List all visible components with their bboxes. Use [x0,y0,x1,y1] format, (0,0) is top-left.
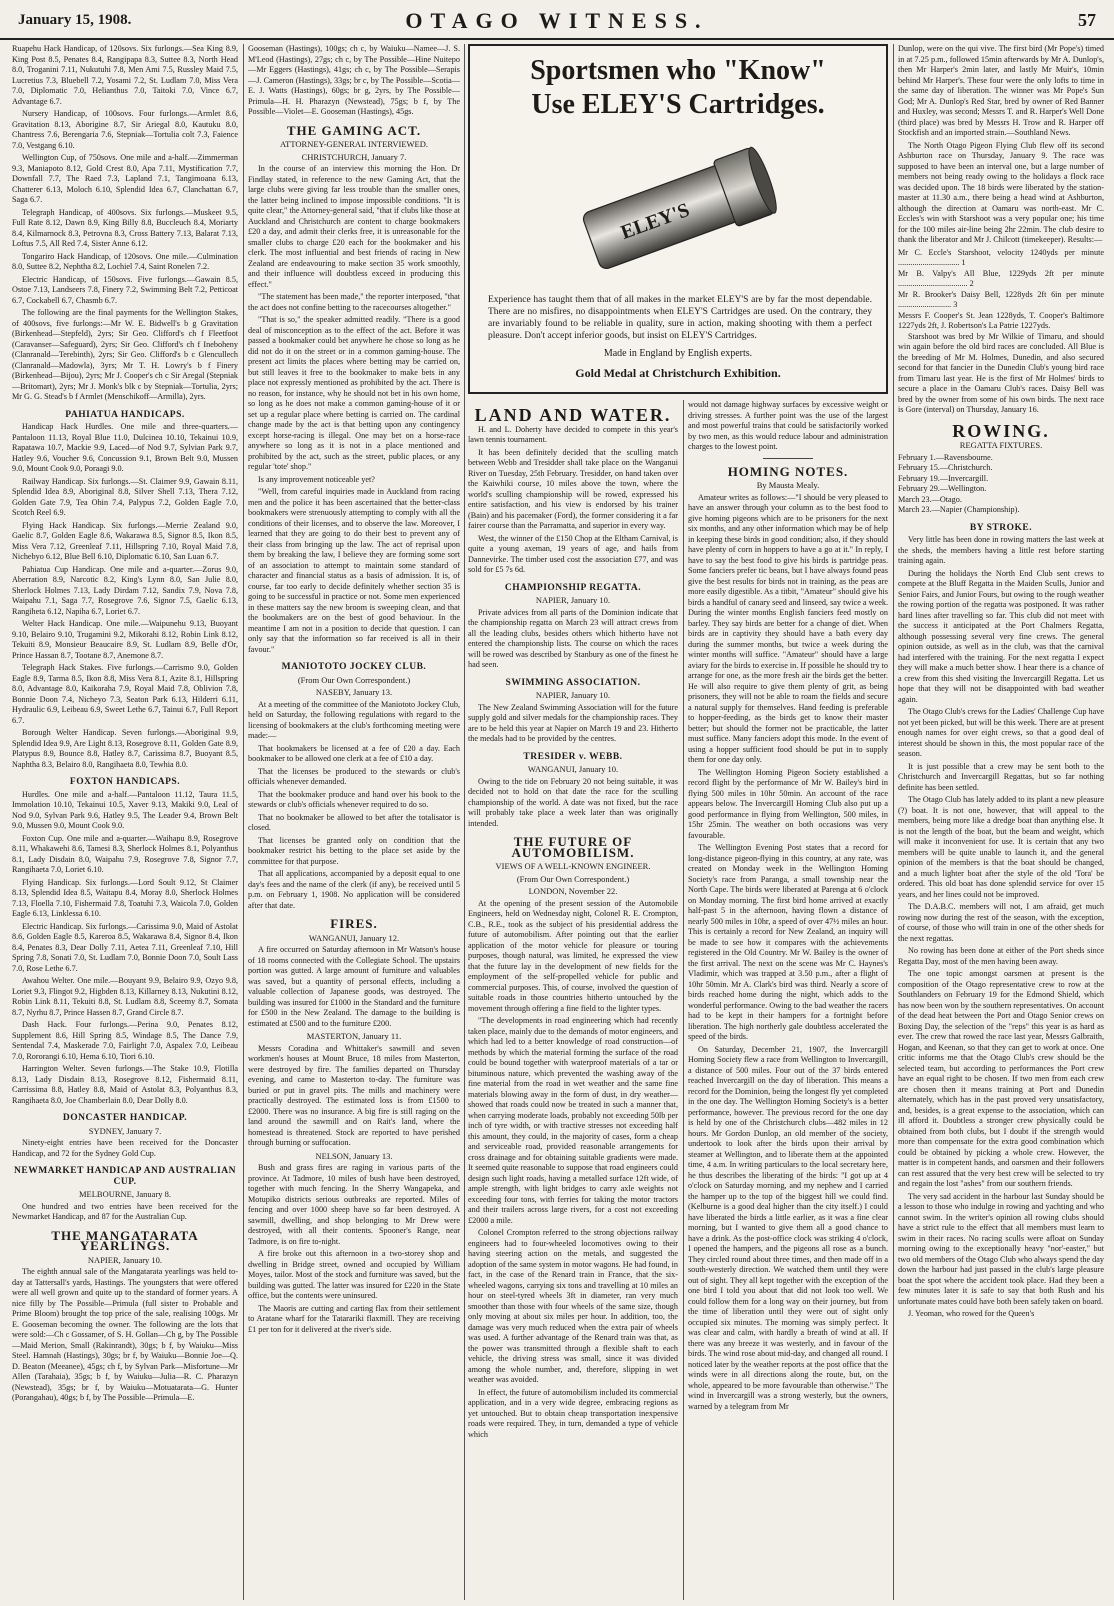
column-rule [243,44,244,1600]
issue-date: January 15, 1908. [18,12,132,28]
race-entry: Ruapehu Hack Handicap, of 120sovs. Six furlongs.—Sea King 8.9, King Post 8.5, Penates 8.4, Rangipapa 8.3, Suttee 8.3, North Head 8.0, Troganini 7.11, Nukutuhi 7.8, Men Ami 7.5, Russley Maid 7.5, Lucretius 7.3, Bluebell 7.2, Yosami 7.2, St. Ludlam 7.0, Miss Vera 7.0, Diplomatic 7.0, Helianthus 7.0, Taitoki 7.0, Vince 6.7, Advantage 6.7. [12,44,238,106]
dateline: SYDNEY, January 7. [88,1125,162,1136]
dateline: NAPIER, January 10. [535,690,611,700]
list-item: Mr C. Eccle's Starshoot, velocity 1240yds per minute .............................. 1 [898,247,1104,267]
article-paragraph: The North Otago Pigeon Flying Club flew off its second Ashburton race on Thursday, January 9. The race was supposed to have been an interval one, but a large number of members not being ready owing to the holidays a flock race was decided upon. The 18 birds were liberated by the station-master at 11.30 a.m., there being a head wind at Ashburton, although the direction at Oamaru was north-east. Mr C. Eccles's win with Starshoot was a very popular one; his time for the 100 miles air-line being 2hr 22min. The club desire to thank the liberator and Mr J. Chilcott (timekeeper). Results:— [898,140,1104,244]
list-item: March 23.—Otago. [898,494,962,504]
dateline: NASEBY, January 13. [315,687,393,697]
dateline: WANGANUI, January 12. [308,932,400,943]
race-entry: Nursery Handicap, of 100sovs. Four furlongs.—Armlet 8.6, Gravitation 8.13, Aborigine 8.7, Sir Ariegal 8.0, Kautuku 8.0, Chantress 7.6, Berengaria 7.6, Stepniak—Tortulia colt 7.3, Faience 7.0, Vestgang 6.10. [12,109,238,150]
section-heading: ROWING. [952,420,1050,441]
dateline: MASTERTON, January 11. [306,1031,402,1041]
article-paragraph: Ninety-eight entries have been received for the Doncaster Handicap, and 72 for the Sydney Gold Cup. [12,1138,238,1158]
section-heading: FOXTON HANDICAPS. [69,777,181,787]
article-paragraph: Messrs Coradina and Whittaker's sawmill and seven workmen's houses at Mount Bruce, 18 miles from Masterton, were destroyed by fire. The families departed on Thursday evening, and came to Masterton to-day. The furniture was buried or put in gravel pits. The mills and machinery were practically destroyed. The estimated loss is from £1500 to £2000. There was no insurance. A big fire is still raging on the land around the sawmill and on Rait's land, where the homestead is threatened. Stock are reported to have perished through burning or suffocation. [248,1043,460,1147]
article-paragraph: Colonel Crompton referred to the strong objections railway engineers had to four-wheeled locomotives owing to their having steering action on the metals, and suggested the adoption of the same system in motor wagons. He had found, in fact, in the case of the Renard train in France, that the six-wheeled wagons, carrying six tons and travelling at 10 miles an hour on steel-tyred wheels 3ft in diameter, ran very much smoother than those with four wheels of the same size, though only moving at about six miles per hour. In addition, too, the damage was very much reduced when the extra pair of wheels was used. A further advantage of the Renard train was that, as the power was transmitted through a flexible shaft to each vehicle, the driving stress was small, since it was divided among the whole number, and, therefore, slipping in wet weather was avoided. [468,1228,678,1384]
article-paragraph: Dunlop, were on the qui vive. The first bird (Mr Pope's) timed in at 7.25 p.m., followed 15min afterwards by Mr A. Dunlop's, then Mr Harper's 2min later, and lastly Mr Muir's, 10min behind Mr Harper's. These four were the only lofts to time in the same day of liberation. The winner was Mr Pope's Sun God; Mr A. Dunlop's Red Star, bred by owner of Red Banner and Huxley, was second; Messrs T. and R. Harper's Well Done (third place) was bred by Messrs H. Trow and R. Harper off Stockfish and an imported strain.—Southland News. [898,44,1104,137]
dateline: NAPIER, January 10. [87,1254,163,1265]
race-entry: Flying Handicap. Six furlongs.—Lord Soult 9.12, St Claimer 8.13, Splendid Idea 8.5, Waitapu 8.4, Moray 8.0, Sherlock Holmes 7.13, Floella 7.10, Fishermaid 7.8, Toatuhi 7.3, Waicola 7.0, Golden Eagle 6.13, Linklessa 6.10. [12,877,238,918]
section-heading: MANIOTOTO JOCKEY CLUB. [281,662,427,672]
ad-made-in: Made in England by English experts. [603,348,753,359]
article-paragraph: A fire occurred on Saturday afternoon in Mr Watson's house of 18 rooms connected with the Collegiate School. The upstairs portion was gutted. A large amount of furniture and valuables was saved, but a quantity of personal effects, including a valuable collection of Japanese goods, was destroyed. The building was insured for £1000 in the Standard and the furniture for £500 in the New Zealand. The damage to the building is estimated at £500 and to the furniture £200. [248,945,460,1028]
section-heading: NEWMARKET HANDICAP AND AUSTRALIAN CUP. [14,1166,236,1187]
byline: By Mausta Mealy. [756,480,820,490]
section-heading: DONCASTER HANDICAP. [62,1113,188,1123]
race-entry: Wellington Cup, of 750sovs. One mile and a-half.—Zimmerman 9.3, Maniapoto 8.12, Gold Crest 8.0, Apa 7.11, Mystification 7.7, Downfall 7.7, The Raed 7.3, Lapland 7.1, Tangimoana 6.13, Chatterer 6.13, Moloch 6.10, Splendid Idea 6.7, Clanchattan 6.7, Saga 6.7. [12,153,238,204]
dateline: CHRISTCHURCH, January 7. [301,151,407,162]
article-paragraph: That no bookmaker be allowed to bet after the totalisator is closed. [248,812,460,832]
article-paragraph: The Otago Club's crews for the Ladies' Challenge Cup have not yet been picked, but will be this week. There are at present enough names for over eight crews, so that a good deal of interest should be shown in this, the most popular race of the season. [898,707,1104,758]
section-heading: THE MANGATARATA YEARLINGS. [51,1227,199,1253]
article-paragraph: The D.A.B.C. members will not, I am afraid, get much rowing now during the rest of the season, with the exception, of course, of those who will train in one of the other sheds for the next regattas. [898,902,1104,943]
article-paragraph: "That is so," the speaker admitted readily. "There is a good deal of misconception as to the effect of the act. Before it was passed a bookmaker could bet anywhere he chose so long as he did not do it on the street or in a common gaming-house. The present act limits the places where betting may be carried on, but still leaves it free to the bookmaker to make bets in any place not expressly mentioned as prohibited by the act. There is no reason, for instance, why he should not bet in his own home, so long as he does not make a common gaming-house of it or set up a regular place where betting is carried on. The cardinal change made by the act is that betting upon any contingency except horse-racing is illegal. One may bet on a horse-race anywhere so long as it is not in a place mentioned and prohibited by the act, such as the street, public places, or any regular 'tote' shop." [248,315,460,471]
subheading: (From Our Own Correspondent.) [516,873,630,884]
cartridge-illustration-icon [558,136,798,286]
article-paragraph: In the course of an interview this morning the Hon. Dr Findlay stated, in reference to the new Gaming Act, that the large clubs were giving far less trouble than the smaller ones, the latter being inclined to impose impossible conditions. "It is quite clear," the Attorney-general said, "that if clubs like those at Auckland and Christchurch are content to charge bookmakers £20 a day, and admit their clerks free, it is unreasonable for the smaller clubs to charge £20 each for the bookmaker and his clerk. The most influential and best friends of racing in New Zealand are endeavouring to make section 35 work smoothly, and their influence will doubtless exceed in producing this effect." [248,164,460,289]
section-heading: SWIMMING ASSOCIATION. [505,677,641,688]
article-paragraph: The one topic amongst oarsmen at present is the composition of the Otago representative crew to row at the Southlanders on February 19 for the Edmond Shield, which has now been won by the southern representatives. On account of the dead heat between the Port and Otago Senior crews on Boxing Day, the selection of the "reps" this year is as hard as ever. The crew that rowed the race last year, Messrs Galbraith, Hogan, and Keenan, so that they can get to work at once. One critic informs me that the Otago Club's crew should be the selected team, but according to performances the Port crew have an equal right to be chosen. If two men from each crew are chosen then it means training at Port and Dunedin alternately, which has in the past proved very unsatisfactory, and, besides, is a great expense to the association, which can ill afford it. Doubtless a stronger crew physically could be obtained from both clubs, but I doubt if the strength would more than compensate for the extra good combination which could be obtained by picking a whole crew. However, the matter is in competent hands, and oarsmen and their followers can rest assured that the very best crew will be selected to try and regain the lost "ashes" from our southern friends. [898,969,1104,1188]
race-entry: Flying Hack Handicap. Six furlongs.—Merrie Zealand 9.0, Gaelic 8.7, Golden Eagle 8.6, Wakarawa 8.5, Signor 8.5, Ikon 8.5, Miss Vera 7.12, Greenleaf 7.11, Hillspring 7.10, Royal Maid 7.8, Nichebyo 6.12, Blue Bell 6.10, Diplomatic 6.10, San Luan 6.7. [12,520,238,561]
race-entry: Telegraph Handicap, of 400sovs. Six furlongs.—Muskeet 9.5, Full Rate 8.12, Dawn 8.9, King Billy 8.8, Buccleuch 8.4, Moriarty 8.4, Kilmarnock 8.3, Petrovna 8.3, Cross Battery 7.13, Balarat 7.13, Loftus 7.5, All Red 7.4, Sister Anne 6.12. [12,207,238,248]
race-entry: Telegraph Hack Stakes. Five furlongs.—Carrismo 9.0, Golden Eagle 8.9, Tarma 8.5, Ikon 8.8, Miss Vera 8.1, Azite 8.1, Hillspring 8.0, Advantage 8.0, Kaikoraha 7.9, Royal Maid 7.8, Oblivion 7.8, Bonnie Doon 7.4, Nicheyo 7.3, Seaton Park 6.13, Hilderri 6.11, Hydraulic 6.9, Leibeau 6.9, Sweet Lethe 6.7, Tainui 6.7, Full Report 6.7. [12,663,238,725]
column-5 [898,44,1104,1600]
list-item: February 29.—Wellington. [898,484,987,493]
article-paragraph: No rowing has been done at either of the Port sheds since Regatta Day, most of the men having been away. [898,946,1104,966]
article-paragraph: In effect, the future of automobilism included its commercial application, and in a very wide degree, embracing regions as yet untouched. But to obtain cheap transportation inexpensive roads were required. They, in turn, demanded a type of vehicle which [468,1387,678,1439]
column-1 [12,44,238,1600]
article-paragraph: Bush and grass fires are raging in various parts of the province. At Tadmore, 10 miles of bush have been destroyed, together with much fencing. In the Sherry Wangapeka, and Motupiko districts serious outbreaks are reported. Miles of fencing and over 1000 sheep have so far been destroyed. A sawmill, dwelling, and shop belonging to Mr Drew were destroyed, with all their contents. Spooner's Range, near Tadmore, is on fire to-night. [248,1163,460,1246]
list-item: Mr B. Valpy's All Blue, 1229yds 2ft per minute .................................. 2 [898,268,1104,288]
race-entry: Foxton Cup. One mile and a-quarter.—Waihapu 8.9, Rosegrove 8.11, Whakawehi 8.6, Tamesi 8.3, Sherlock Holmes 8.1, Polyanthus 8.1, Lady Disdain 8.0, Waipahu 7.9, Rosegrove 7.8, Signor 7.7, Rangihaeta 7.0, Loriet 6.10. [12,833,238,874]
subheading: REGATTA FIXTURES. [959,440,1043,450]
subheading: VIEWS OF A WELL-KNOWN ENGINEER. [495,861,651,871]
list-item: Mr R. Brooker's Daisy Bell, 1228yds 2ft 6in per minute .......................... 3 [898,289,1104,309]
ad-headline [470,54,886,122]
column-2 [248,44,460,1600]
column-rule [893,44,894,1600]
article-paragraph: Amateur writes as follows:—"I should be very pleased to have an answer through your column as to the best food to give homing pigeons which are to be prisoners for the next six months, and any other information which may be of help in keeping these birds in good condition; also, if they should have plenty of corn in hoppers to have a go at it." In reply, I have to say the best food to give his birds is partridge peas. Some fanciers prefer tic beans, but I have always found peas give the best results for birds not in training, as the peas are more easily digestible. As a titbit, "Amateur" should give his birds a handful of canary seed and linseed, say twice a week. During the winter months English fanciers feed mostly on barley. They say birds are better for a change of diet. When birds are in captivity they should have a bath every day during the summer months, but twice a week during the winter months will suffice. "Amateur" should have a large aviary for the birds to exercise in. If possible he should try to arrange for one, as the more fresh air the birds get the better. He will also require to give them plenty of grit, as being prisoners, they will not be able to roam the fields and secure a natural supply for themselves. Hand feeding is preferable to hopper-feeding, as the birds get to know their master better; but should the former not be practicable, the latter must suffice. Many fanciers adopt this mode. In the event of using a hopper sufficient food should be put in to supply them for one day only. [688,492,888,764]
article-paragraph: On Saturday, December 21, 1907, the Invercargill Homing Society flew a race from Wellington to Invercargill, a distance of 500 miles. Four out of the 37 birds entered reached Invercargill on the day of liberation. This means a record for the Dominion, being the longest fly yet completed in the one day. The Wellington Homing Society's is a better performance, however. The previous record for the one day is held by one of the Christchurch clubs—482 miles in 12 hours. Mr Gordon Dunlop, an old member of the society, undertook to look after the birds upon their arrival by steamer at Wellington, and to liberate them at the appointed time, 4 a.m. In writing particulars to the local secretary here, he thus describes the liberating of the birds: "I got up at 4 o'clock on Saturday morning, and my nephew and I carried the hamper up to the top of the biggest hill we could find. (Kelburne is a good deal higher than the city itself.) I could have liberated the birds a little earlier, as it was a fine clear morning, but I wanted to give them all a good chance to have a drink. As the post-office clock was striking 4 o'clock, I opened the hampers, and the pigeons all rose as a bunch. They circled round about three times, and then made off in a south-westerly direction. We watched them until they were out of sight. They all kept together with the exception of the one bird I told you about that did not look too well. We could follow them for a long way on their journey, but from the time of liberation until they were out of sight only occupied six minutes. The morning was simply perfect. It was clear and calm, with hardly a breath of wind at all. If there was any breeze it was westerly, and in favour of the birds. The wind rose about mid-day, and changed all round. I noticed later by the weather reports at the post office that the winds were in all directions along the route, but, on the whole, appeared to be more favourable than otherwise." The wind in Invercargill was a strong westerly, but the owners, warned by a telegram from Mr [688,1044,888,1411]
subheading: (From Our Own Correspondent.) [297,674,411,685]
section-heading: THE FUTURE OF AUTOMOBILISM. [511,834,635,860]
article-paragraph: "The statement has been made," the reporter interposed, "that the act does not confine betting to the racecourses altogether." [248,292,460,312]
dateline: NAPIER, January 10. [535,595,611,605]
article-paragraph: Private advices from all parts of the Dominion indicate that the championship regatta on March 23 will attract crews from all the leading clubs, besides others which hitherto have not entered the championship lists. The course on which the races will be rowed was described by Stanbury as one of the finest he had seen. [468,607,678,669]
dateline: MELBOURNE, January 8. [78,1189,172,1199]
column-3 [468,400,678,1600]
list-item: February 19.—Invercargill. [898,473,989,483]
article-paragraph: The Otago Club has lately added to its plant a new pleasure (?) boat. It is not one, however, that will appeal to the members, being more like a dredge boat than anything else. It is not the length of the boat, but the beam and weight, which will make it inconvenient for use. It is certain that any two members will be quite unable to launch it, and the general opinion of the members is that the boat should be changed, and a much lighter boat after the style of the old 'Tora' be ordered. This old boat has done splendid service for over 15 years, and her lines could not be improved. [898,795,1104,899]
dateline: NELSON, January 13. [315,1150,393,1161]
article-paragraph: West, the winner of the £150 Chop at the Eltham Carnival, is quite a young axeman, 19 years of age, and hails from Dannevirke. The timber used cost the association £77, and was sold for £5 7s 6d. [468,533,678,574]
dateline: WANGANUI, January 10. [527,764,619,774]
list-item: March 23.—Napier (Championship). [898,505,1020,514]
ad-medal: Gold Medal at Christchurch Exhibition. [575,366,781,380]
article-paragraph: That the licenses be produced to the stewards or club's officials whenever demanded. [248,766,460,786]
article-paragraph: At the opening of the present session of the Automobile Engineers, held on Wednesday night, Colonel R. E. Crompton, C.B., R.E., took as the subject of his presidential address the future of automobilism. After pointing out that the earlier application of the motor vehicle for pleasure or touring purposes, though natural, was limited, he expressed the view that the future lay in the development of new fields for the employment of the self-propelled vehicle for public and commercial purposes. This, of course, involved the question of suitable roads in those countries hitherto untouched by the movement through offering a fine field to the lighter types. [468,898,678,1013]
article-paragraph: "The developments in road engineering which had recently taken place, mainly due to the demands of motor engineers, and which had led to a better knowledge of road construction—of methods by which the material forming the surface of the road could be bound together with waterproof materials of a tar or bituminous nature, which prevented the washing away of the fine material from the road in wet weather and the same fine materials blowing away in the form of dust, in dry weather—showed that roads could now be treated in such a manner that, when carrying moderate loads, probably not exceeding 50lb per inch of tyre width, or with tractive stresses not exceeding half this amount, they could, in the majority of cases, form a cheap and serviceable road, provided reasonable arrangements for cross drainage and for obtaining suitable gradients were made. It seemed quite reasonable to suppose that road engineers could design such light roads, having a metalled surface 12ft wide, of ample strength, with light bridges to carry axle weights not exceeding four tons, with ferries for taking the motor tractors and their trailers across large rivers, for a cost not exceeding £2000 a mile. [468,1016,678,1225]
list-item: February 1.—Ravensbourne. [898,452,993,462]
race-entry: Electric Handicap. Six furlongs.—Carissima 9.0, Maid of Astolat 8.6, Golden Eagle 8.5, Kareroa 8.5, Wakarawa 8.4, Signor 8.4, Ikon 8.4, Penates 8.3, Dear Dolly 7.11, Aetea 7.11, Greenleaf 7.10, Hill Spring 7.8, Sonati 7.0, St. Ludlam 7.0, Bonnie Doon 7.0, Soult Lass 7.0, Rose Lethe 6.7. [12,921,238,973]
ad-body-text: Experience has taught them that of all makes in the market ELEY'S are by far the most dependable. There are no misfires, no disappointments when ELEY'S Cartridges are used. On the contrary, they are invariably found to be reliable in quality, sure in action, making shooting with them a perfect pleasure. Don't accept inferior goods, but insist on ELEY'S Cartridges. [488,295,872,341]
race-entry: Railway Handicap. Six furlongs.—St. Claimer 9.9, Gawain 8.11, Splendid Idea 8.9, Aboriginal 8.8, Silver Shell 7.13, Thera 7.12, Golden Gate 7.9, Tea Ohin 7.4, Palypus 7.2, Golden Eagle 7.0, Scotch Reel 6.9. [12,476,238,517]
article-paragraph: Gooseman (Hastings), 100gs; ch c, by Waiuku—Namee—J. S. M'Leod (Hastings), 27gs; ch c, by The Possible—Hine Nuitepo—Mr Eggers (Hastings), 41gs; ch c, by The Possible—Serapis—J. Cameron (Hastings), 33gs; br c, by The Possible—Scotia—E. J. Watts (Hastings), 60gs; br g, 2yrs, by The Possible—Primula—H. H. Pharazyn (Newstead), 75gs; b f, by The Possible—Violet—E. Gooseman (Hastings), 45gs. [248,44,460,116]
section-heading: CHAMPIONSHIP REGATTA. [504,582,642,593]
column-4 [688,400,888,1600]
article-paragraph: H. and L. Doherty have decided to compete in this year's lawn tennis tournament. [468,424,678,444]
list-item: February 15.—Christchurch. [898,463,993,472]
race-entry: Electric Handicap, of 150sovs. Five furlongs.—Gawain 8.5, Ostoe 7.13, Landseers 7.8, Finery 7.2, Swimming Belt 7.2, Petticoat 6.7, Cockabell 6.7, Chasmb 6.7. [12,274,238,305]
section-heading: PAHIATUA HANDICAPS. [65,409,185,420]
results-list [898,248,1104,332]
cartridge-label: ELEY'S [617,198,693,244]
race-entry: Tongariro Hack Handicap, of 120sovs. One mile.—Culmination 8.0, Suttee 8.2, Nephtha 8.2, Lochiel 7.4, Saint Ronelen 7.2. [12,251,238,271]
list-item: Messrs F. Cooper's St. Jean 1228yds, T. Cooper's Baltimore 1227yds 2ft, J. Robertson's La Patrie 1227yds. [898,310,1104,330]
race-entry: Harrington Welter. Seven furlongs.—The Stake 10.9, Flotilla 8.13, Lady Disdain 8.13, Rosegrove 8.12, Fishermaid 8.11, Carrissima 8.8, Hatley 8.8, Maid of Astolat 8.3, Polyanthus 8.3, Rangihaeta 8.0, Joe Chamberlain 8.0, Dear Dolly 8.0. [12,1064,238,1105]
article-paragraph: The New Zealand Swimming Association will for the future supply gold and silver medals for the championship races. They are to be held this year at Napier on March 19 and 23. Hitherto the medals had to be provided by the centres. [468,702,678,743]
article-paragraph: would not damage highway surfaces by excessive weight or driving stresses. A further point was the use of the largest and most powerful trains that could be satisfactorily worked by two men, as this would reduce labour and administration charges to the lowest point. [688,400,888,451]
article-paragraph: Owing to the tide on February 20 not being suitable, it was decided not to hold on that date the race for the sculling championship of the world. A date was not fixed, but the race will probably take place a week later than was originally intended. [468,776,678,828]
fixtures-list [898,453,1104,516]
section-heading: FIRES. [330,916,378,931]
race-entry: Pahiatua Cup Handicap. One mile and a-quarter.—Zorus 9.0, Aberration 8.9, Narcotic 8.2, King's Lynn 8.0, San Julie 8.0, Sherlock Holmes 7.13, Lady Dirdam 7.12, Sandix 7.9, Nova 7.8, Waipahu 7.1, Saga 7.7, Rosegrove 7.6, Signor 7.5, Gaelic 6.13, Rangiheta 6.12, Napiha 6.7, Loriet 6.7. [12,564,238,616]
race-entry: Hurdles. One mile and a-half.—Pantaloon 11.12, Taura 11.5, Immolation 10.10, Tekainui 10.5, Xaver 9.13, Makiki 9.0, Leal of Nod 9.0, Sylvan Park 9.6, Hatley 9.5, The Leader 9.4, Brown Belt 9.0, Mussen 9.0, Mount Cook 9.0. [12,789,238,830]
race-entry: The following are the final payments for the Wellington Stakes, of 400sovs, five furlongs:—Mr W. E. Bidwell's b g Gravitation (Birkenhead—Stepfeld), 2yrs; Sir Geo. Clifford's ch f Fleetfoot (Caravanser—Safeguard), 2yrs; Sir Geo. Clifford's ch f Ineboheny (Clanranald—Terebinth), 2yrs; Sir Geo. Clifford's b c Glencullech (Clanranald—Madowla), 3yrs; Mr T. H. Lowry's b f Finery (Birkenhead—Bijou), 2yrs; Mr J. Cooper's ch c Sir Aregal (Stepniak—Britomart), 2yrs; Mr J. Monk's blk c by Stepniak—Tortulia, 2yrs; Mr G. G. Stead's b f Armlet (Menschikoff—Armilla), 2yrs. [12,308,238,401]
article-paragraph: Very little has been done in rowing matters the last week at the sheds, the members having a little rest before starting training again. [898,535,1104,565]
article-paragraph: The Wellington Evening Post states that a record for long-distance pigeon-flying in this country, at any rate, was created on Monday week in the Wellington Homing Society's race from Paranga, a small township near the North Cape. The birds were liberated at Parenga at 6 o'clock on Monday morning. The first bird home arrived at exactly half-past 5 in the afternoon, having flown a distance of nearly 500 miles in 10hr, a speed of over 47½ miles an hour. This is certainly a record for New Zealand, an inquiry will be made to see how it compares with the achievements registered in the Old Country. Mr W. Bailey is the owner of the first arrival. The next on the scene was Mr C. Haynes's Vladimir, which was trapped at 3.50 p.m., after a flight of 10hr 50min. Mr A. Clark's bird was third. Nearly a score of birds reached home during the night, which adds to the wonderful performance. Owing to the bad weather the racers had to be kept in their hampers for a fortnight before liberation. The high northerly gale doubtless accelerated the speed of the birds. [688,843,888,1041]
section-heading: TRESIDER v. WEBB. [523,751,623,762]
ad-headline-line-2: Use ELEY'S Cartridges. [531,89,825,120]
article-paragraph: That bookmakers be licensed at a fee of £20 a day. Each bookmaker to be allowed one clerk at a fee of £10 a day. [248,743,460,763]
race-entry: Dash Hack. Four furlongs.—Perina 9.0, Penates 8.12, Supplement 8.6, Hill Spring 8.5, Windage 8.5, The Dance 7.9, Sentendal 7.4, Maskerade 7.0, Fairlight 7.0, Aspalex 7.0, Leibeau 7.0, Rororangi 6.10, Hema 6.10, Tiori 6.10. [12,1020,238,1061]
article-paragraph: The eighth annual sale of the Mangatarata yearlings was held to-day at Tattersall's yards, Hastings. The youngsters that were offered were all well grown and quite up to the standard of former years. A nice filly by The Possible—Primula (full sister to Probable and Prime Bloom) brought the top price of the sale, realising 100gs. Mr E. Gooseman becoming the owner. The following are the lots that were sold:—Ch c Gossamer, of S. H. Gollan—Ch g, by The Possible—Maid Merion, Small (Rakinrandt), 30gs; b f, by Waiuku—Miss Steel. Hamnah (Hastings), 30gs; br f, by Waiuku—Bonnie Joe—Q. D. Beaton (Meeanee), 45gs; ch f, by Sylvan Park—Misfortune—Mr Allen (Tarahaia), 35gs; b f, by Waiuku—Julia—R. C. Pharazyn (Newstead), 35gs; br f, by Waiuku—Motuatarata—G. Hunter (Porangahau), 40gs; b f, by The Possible—Primula—E. [12,1267,238,1402]
masthead [0,0,1114,40]
column-rule [464,44,465,1600]
article-paragraph: A fire broke out this afternoon in a two-storey shop and dwelling in Bridge street, owned and occupied by William Moyes, tailor. Most of the stock and furniture was saved, but the building was gutted. The latter was insured for £220 in the State office, but the contents were uninsured. [248,1249,460,1300]
section-heading: HOMING NOTES. [727,463,849,479]
article-paragraph: That licenses be granted only on condition that the bookmaker restrict his betting to the place set aside by the committee for that purpose. [248,835,460,866]
section-heading: BY STROKE. [969,522,1033,533]
section-heading: THE GAMING ACT. [286,122,422,138]
subheading: ATTORNEY-GENERAL INTERVIEWED. [279,139,429,149]
article-paragraph: It has been definitely decided that the sculling match between Webb and Tresidder shall take place on the Wanganui River on Tuesday, 25th February. Tresidder, on hand taken over the Kaiwhiki course, 10 miles above the town, where the world's sculling championship will be rowed, expressed his entire satisfaction, and his view is endorsed by his trainer (Bain) and his pacemaker (Ford), the former considering it a far fairer course than the Parramatta, and superior in every way. [468,447,678,530]
article-paragraph: That the bookmaker produce and hand over his book to the stewards or club's officials whenever required to do so. [248,789,460,809]
race-entry: Borough Welter Handicap. Seven furlongs.—Aboriginal 9.9, Splendid Idea 9.9, Are Light 8.13, Rosegrove 8.11, Golden Gate 8.9, Platypus 8.9, Bounce 8.8, Hatley 8.7, Carissima 8.7, Buoyant 8.5, Naphtha 8.3, Belairo 8.0, Rangihaeta 8.0, Tewhia 8.0. [12,728,238,769]
article-paragraph: Is any improvement noticeable yet? [258,474,375,484]
article-paragraph: The Wellington Homing Pigeon Society established a record flight by the performance of Mr W. Bailey's bird in flying 500 miles in 10hr 50min. An account of the race appears below. The Invercargill Homing Club also put up a good performance in flying from Wellington, 500 miles, in 15hr 25min. The weather on both occasions was very favourable. [688,767,888,840]
article-paragraph: During the holidays the North End Club sent crews to compete at the Bluff Regatta in the Maiden Sculls, Junior and Senior Fairs, and Junior Fours, but owing to the rough weather the rowing portion of the regatta was postponed. It was rather hard lines after travelling so far. This club did not meet with the success it anticipated at the Port Chalmers Regatta, although possessing several very fine crews. The general opinion outside, as well as in the club, was that the carnival had interfered with the training. For the next regatta I expect they will make a much better show. I hear there is a chance of a crew from this shed visiting the Invercargill Regatta. Let us hope that they will not be disappointed with bad weather again. [898,568,1104,704]
divider [763,458,813,459]
article-paragraph: That all applications, accompanied by a deposit equal to one day's fees and the name of the clerk (if any), be received until 5 p.m. on February 1, 1908. No application will be considered after that date. [248,869,460,910]
article-paragraph: The Maoris are cutting and carting flax from their settlement to Aratane wharf for the Tatarariki flaxmill. They are receiving £1 per ton for it delivered at the river's side. [248,1303,460,1334]
dateline: LONDON, November 22. [528,886,618,896]
section-heading: LAND AND WATER. [474,405,672,425]
article-paragraph: One hundred and two entries have been received for the Newmarket Handicap, and 87 for the Australian Cup. [12,1201,238,1221]
article-paragraph: Starshoot was bred by Mr Wilkie of Timaru, and should win again before the old bird races are concluded. All Blue is the breeding of Mr M. Holmes, Dunedin, and also secured second for that fancier in the Dunedin Club's young bird race from Timaru last year. He is the first of Mr Holmes' birds to secure a place in the Oamaru Club's races. Daisy Bell was bred by the owner from some of his own birds. The next race is Gore (interval) on Thursday, January 16. [898,331,1104,414]
column-rule [683,400,684,1600]
page-number: 57 [1078,10,1096,30]
article-paragraph: "Well, from careful inquiries made in Auckland from racing men and the police it has been ascertained that the better-class bookmakers were strenuously attempting to comply with all the conditions of their licenses, and to observe the law. Moreover, I learned that they are going to do their best to prevent any of their class from bringing up the law. The act of reprisal upon them by breaking the law, I believe they are forming some sort of an association to attempt to maintain some standard of character and financial status as a basis of admission. It is, of course, far too early to decide definitely whether section 35 is going to be successful in practice or not. Some men experienced in these matters say the new broom is sweeping clean, and that the bookmakers are on the best of good behaviour. In the meantime I am not in a position to decide that question. I can only say that the information so far received is all in their favour." [248,487,460,654]
eleys-cartridges-advertisement [468,44,888,394]
article-paragraph: At a meeting of the committee of the Maniototo Jockey Club, held on Saturday, the following regulations with regard to the licensing of bookmakers at the club's forthcoming meeting were made:— [248,699,460,740]
newspaper-title: OTAGO WITNESS. [405,8,709,33]
article-paragraph: It is just possible that a crew may be sent both to the Christchurch and Invercargill Regattas, but so far nothing definite has been settled. [898,761,1104,792]
ad-headline-line-1: Sportsmen who "Know" [530,55,826,86]
race-entry: Handicap Hack Hurdles. One mile and three-quarters.—Pantaloon 11.13, Royal Blue 11.0, Dulcinea 10.10, Tekainui 10.9, Rapatawa 10.7, Mackie 9.9, Laced—of Nod 9.7, Sylvian Park 9.7, Hatley 9.6, Voucher 9.6, Concussion 9.1, Brown Belt 9.0, Mussen 9.0, Mount Cook 9.0, Poraagi 9.0. [12,422,238,473]
article-paragraph: The very sad accident in the harbour last Sunday should be a lesson to those who indulge in rowing and yachting and who cannot swim. In the writer's opinion all rowing clubs should have a strict rule to the effect that all members must learn to swim in their races. No racing sculls were afloat on Sunday morning owing to the exceptionally heavy "nor'-easter," but two old members of the Otago Club who always spend the day down the harbour had just passed in the club's large pleasure boat the spot where the accident took place. Had they been a few minutes later it is safe to say that both Rush and his unfortunate mates could have both been safely taken on board. [898,1191,1104,1306]
race-entry: Welter Hack Handicap. One mile.—Waipunehu 9.13, Buoyant 9.10, Belairo 9.10, Trugamini 9.2, Mikorahi 8.12, Robin Link 8.12, Tekuiti 8.9, Monsieur Beaucaire 8.9, St. Ludlam 8.9, Belle d'Or, Prince Hassan 8.7, Tootane 8.7, Anemone 8.7. [12,619,238,660]
article-paragraph: J. Yeoman, who rowed for the Queen's [908,1309,1035,1318]
race-entry: Awahou Welter. One mile.—Bouyant 9.9, Belairo 9.9, Ozyo 9.8, Loriet 9.3, Flingot 9.2, Higbden 8.13, Killarney 8.13, Nukutini 8.12, Robin Link 8.11, Tekuiti 8.8, St. Ludlam 8.8, Sceemy 8.7, Somata 8.7, Nyrhu 8.7, Prince Hassen 8.7, Grand Circle 8.7. [12,976,238,1017]
